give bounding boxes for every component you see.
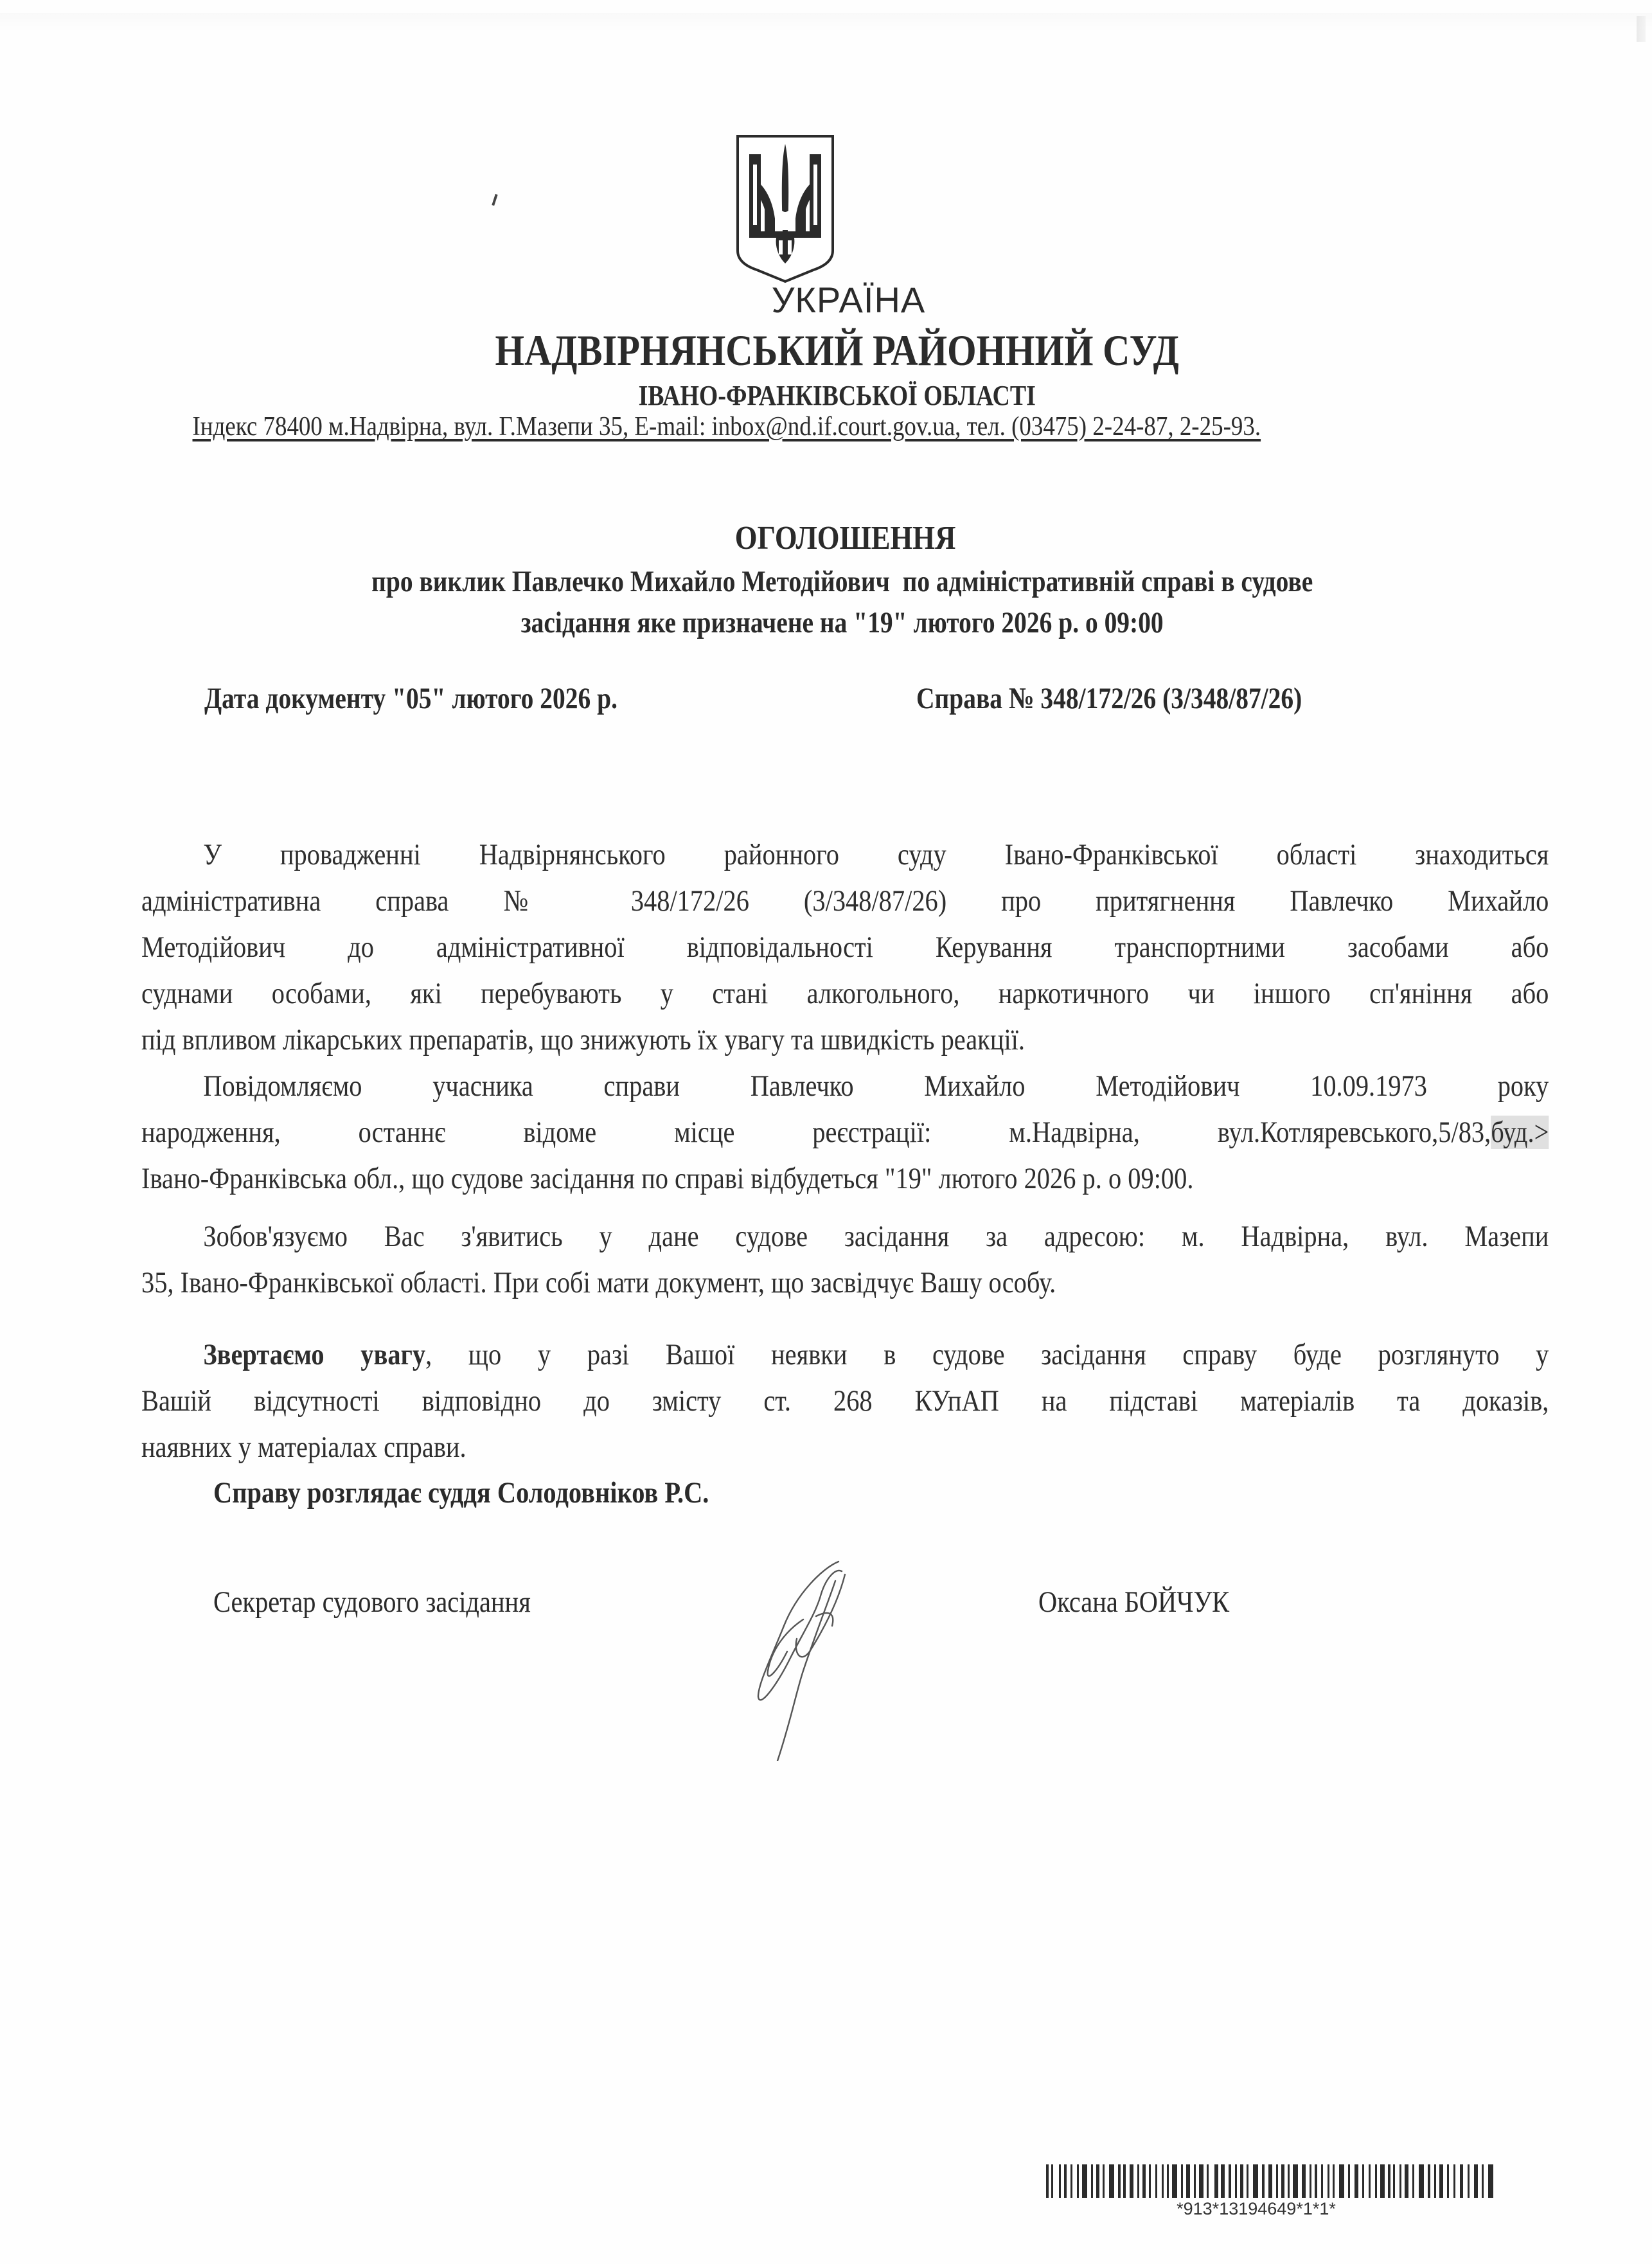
barcode-number: *913*13194649*1*1* (1177, 2199, 1336, 2218)
paragraph-line: під впливом лікарських препаратів, що знижують їх увагу та швидкість реакції. (141, 1023, 1026, 1056)
paragraph-line: Методійович до адміністративної відповідальності Керування транспортними засобами або (141, 931, 1549, 964)
address-text: народження, останнє відоме місце реєстрації: м.Надвірна, вул.Котляревського,5/83, (141, 1116, 1491, 1149)
paragraph-line: наявних у матеріалах справи. (141, 1431, 466, 1464)
paragraph-line: 35, Івано-Франківської області. При собі мати документ, що засвідчує Вашу особу. (141, 1266, 1056, 1299)
scan-edge-artifact (1637, 16, 1646, 42)
warning-text: , що у разі Вашої неявки в судове засідання справу буде розглянуто у (425, 1338, 1549, 1371)
paragraph-line: адміністративна справа № 348/172/26 (3/348/87/26) про притягнення Павлечко Михайло (141, 884, 1549, 918)
paragraph-warning (141, 1332, 1549, 1470)
paragraph-line: Зобов'язуємо Вас з'явитись у дане судове засідання за адресою: м. Надвірна, вул. Мазепи (203, 1220, 1549, 1253)
signatory-name: Оксана БОЙЧУК (1038, 1585, 1230, 1619)
paragraph-notification (141, 1063, 1549, 1202)
paragraph-line: У провадженні Надвірнянського районного суду Івано-Франківської області знаходиться (203, 838, 1549, 871)
paragraph-line (141, 1109, 1549, 1155)
stray-pen-mark (492, 194, 497, 206)
handwritten-signature-icon (707, 1555, 925, 1761)
paragraph-obligation (141, 1213, 1549, 1306)
paragraph-line: Повідомляємо учасника справи Павлечко Михайло Методійович 10.09.1973 року (203, 1069, 1549, 1103)
address-highlight: буд.> (1491, 1116, 1549, 1149)
scan-artifact (0, 13, 1652, 32)
court-contacts: Індекс 78400 м.Надвірна, вул. Г.Мазепи 35, E-mail: inbox@nd.if.court.gov.ua, тел. (03475) 2-24-87, 2-25-93. (192, 412, 1261, 441)
paragraph-line (141, 1332, 1549, 1378)
paragraph-proceedings (141, 832, 1549, 1063)
court-region: ІВАНО-ФРАНКІВСЬКОЇ ОБЛАСТІ (638, 380, 1036, 411)
paragraph-line: Івано-Франківська обл., що судове засідання по справі відбудеться "19" лютого 2026 р. о 09:00. (141, 1162, 1194, 1195)
signatory-role: Секретар судового засідання (213, 1585, 531, 1619)
paragraph-line: суднами особами, які перебувають у стані алкогольного, наркотичного чи іншого сп'яніння або (141, 977, 1549, 1010)
court-name: НАДВІРНЯНСЬКИЙ РАЙОННИЙ СУД (495, 326, 1179, 375)
title-subline-1: про виклик Павлечко Михайло Методійович по адміністративній справі в судове (371, 565, 1313, 598)
title-subline-2: засідання яке призначене на "19" лютого 2026 р. о 09:00 (520, 606, 1164, 639)
case-number: Справа № 348/172/26 (3/348/87/26) (916, 682, 1302, 715)
country-name: УКРАЇНА (771, 280, 926, 320)
document-date: Дата документу "05" лютого 2026 р. (204, 682, 617, 715)
warning-lead: Звертаємо увагу (203, 1338, 426, 1371)
barcode-icon (1045, 2164, 1495, 2198)
ukraine-coat-of-arms-trident-icon (736, 135, 834, 283)
document-title: ОГОЛОШЕННЯ (734, 520, 956, 557)
presiding-judge: Справу розглядає суддя Солодовніков Р.С. (213, 1476, 709, 1510)
paragraph-line: Вашій відсутності відповідно до змісту ст. 268 КУпАП на підставі матеріалів та доказів, (141, 1384, 1549, 1418)
